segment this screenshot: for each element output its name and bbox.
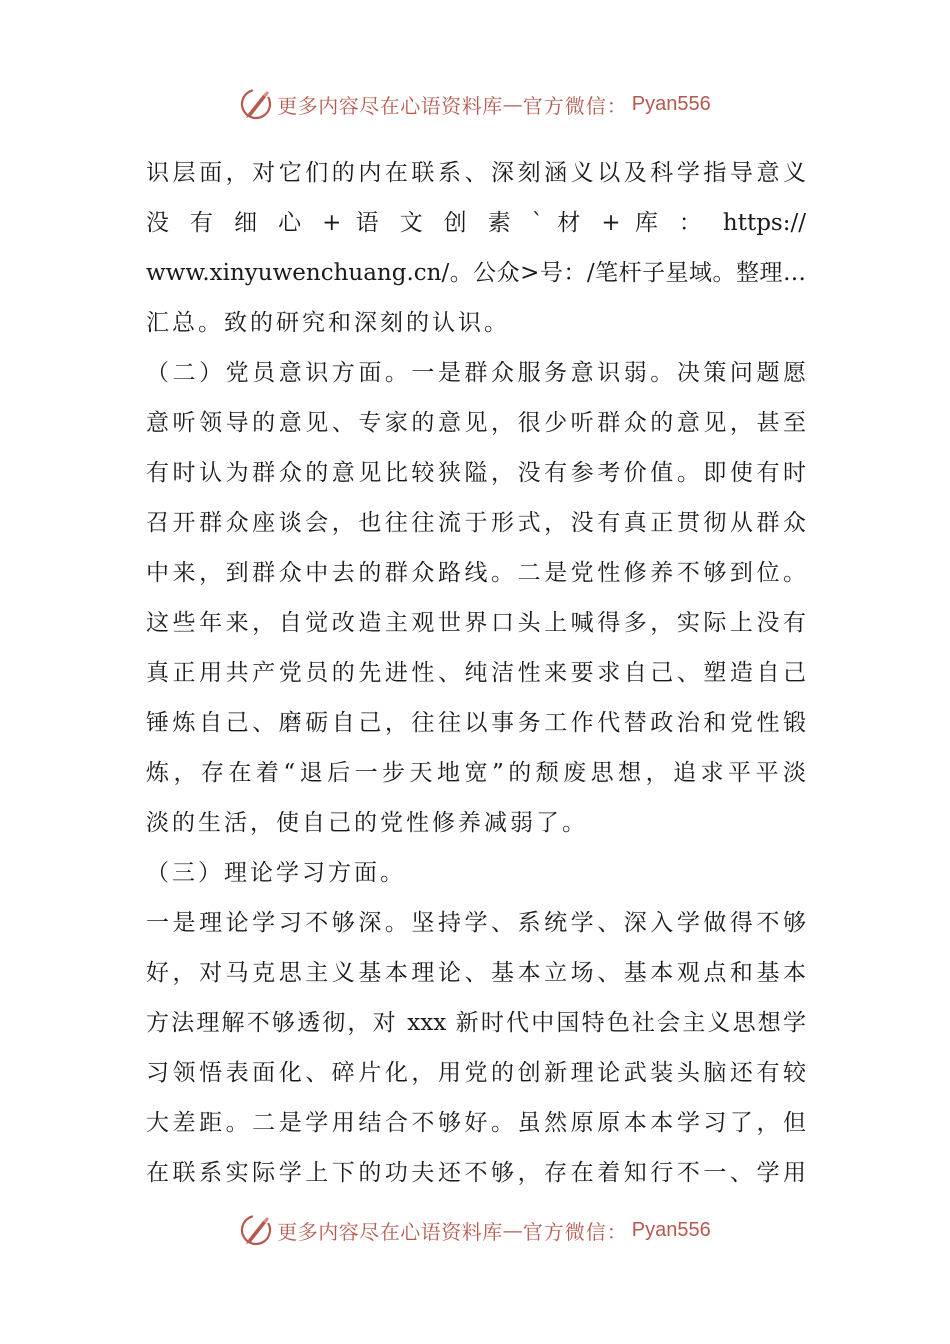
banner-wechat-id: Pyan556 bbox=[631, 92, 711, 115]
banner-separator: — bbox=[502, 92, 523, 116]
text-line: 没 有 细 心 + 语 文 创 素 ` 材 + 库 ： https:// bbox=[146, 210, 806, 236]
text-line: 真正用共产党员的先进性、纯洁性来要求自己、塑造自己 bbox=[146, 660, 806, 686]
quill-pen-logo-icon bbox=[239, 87, 273, 121]
text-line: 中来，到群众中去的群众路线。二是党性修养不够到位。 bbox=[146, 560, 806, 586]
text-line: 在联系实际学上下的功夫还不够，存在着知行不一、学用 bbox=[146, 1160, 806, 1186]
text-line: 好，对马克思主义基本理论、基本立场、基本观点和基本 bbox=[146, 960, 806, 986]
banner-wechat-id: Pyan556 bbox=[631, 1218, 711, 1241]
banner-title: 更多内容尽在心语资料库 bbox=[277, 1219, 503, 1244]
quill-pen-logo-icon bbox=[239, 1213, 273, 1247]
document-body bbox=[146, 148, 806, 1198]
text-line: （二）党员意识方面。一是群众服务意识弱。决策问题愿 bbox=[146, 360, 806, 386]
banner-title: 更多内容尽在心语资料库 bbox=[277, 93, 503, 118]
text-line: 这些年来，自觉改造主观世界口头上喊得多，实际上没有 bbox=[146, 610, 806, 636]
footer-banner bbox=[0, 1210, 950, 1250]
header-banner bbox=[0, 84, 950, 124]
text-line: www.xinyuwenchuang.cn/。公众>号：/笔杆子星域。整理… bbox=[146, 260, 806, 286]
text-line: 意听领导的意见、专家的意见，很少听群众的意见，甚至 bbox=[146, 410, 806, 436]
text-line: 淡的生活，使自己的党性修养减弱了。 bbox=[146, 810, 588, 836]
text-line: 一是理论学习不够深。坚持学、系统学、深入学做得不够 bbox=[146, 910, 806, 936]
text-line: 召开群众座谈会，也往往流于形式，没有真正贯彻从群众 bbox=[146, 510, 806, 536]
banner-wechat-label: 官方微信： bbox=[522, 1219, 628, 1244]
text-line: 方法理解不够透彻，对 xxx 新时代中国特色社会主义思想学 bbox=[146, 1010, 806, 1036]
text-line: 有时认为群众的意见比较狭隘，没有参考价值。即使有时 bbox=[146, 460, 806, 486]
text-line: 识层面，对它们的内在联系、深刻涵义以及科学指导意义 bbox=[146, 160, 806, 186]
text-line: 汇总。致的研究和深刻的认识。 bbox=[146, 310, 510, 336]
text-line: 锤炼自己、磨砺自己，往往以事务工作代替政治和党性锻 bbox=[146, 710, 806, 736]
text-line: 大差距。二是学用结合不够好。虽然原原本本学习了，但 bbox=[146, 1110, 806, 1136]
text-line: （三）理论学习方面。 bbox=[146, 860, 406, 886]
banner-wechat-label: 官方微信： bbox=[522, 93, 628, 118]
banner-separator: — bbox=[502, 1218, 523, 1242]
text-line: 炼，存在着“退后一步天地宽”的颓废思想，追求平平淡 bbox=[146, 760, 806, 786]
text-line: 习领悟表面化、碎片化，用党的创新理论武装头脑还有较 bbox=[146, 1060, 806, 1086]
